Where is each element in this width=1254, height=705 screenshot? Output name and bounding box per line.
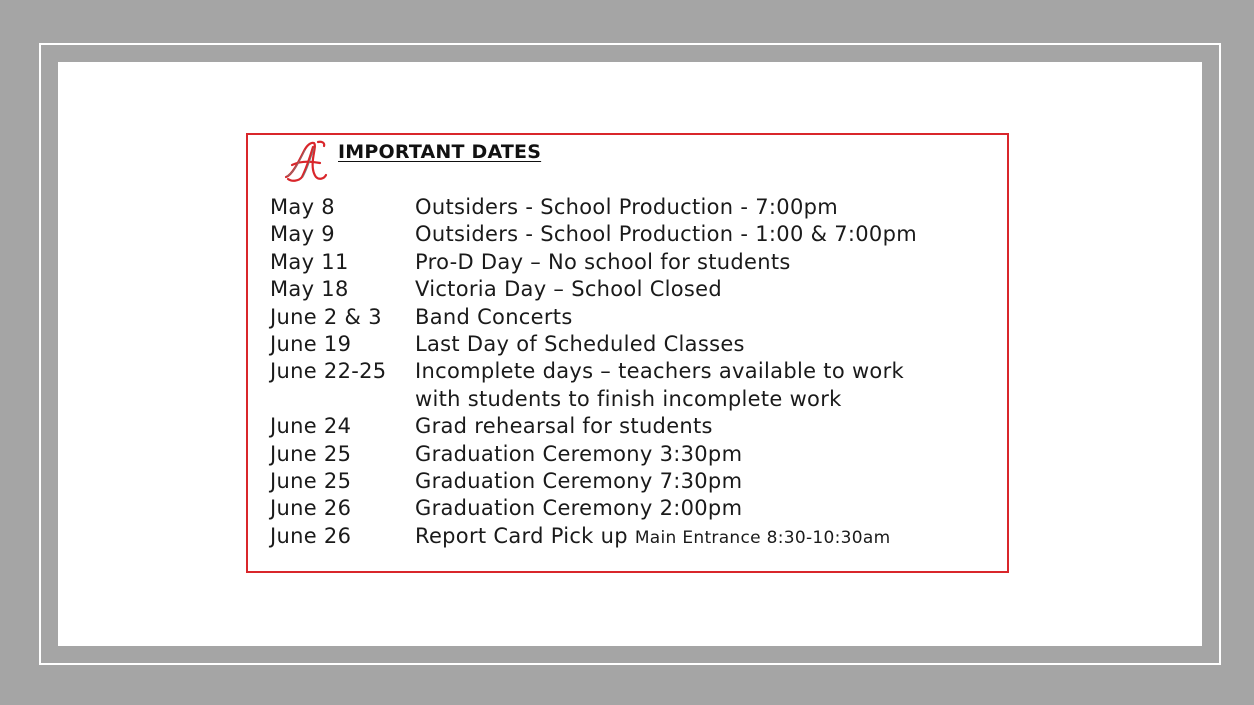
event-date: June 26 <box>270 496 352 521</box>
event-description: Pro-D Day – No school for students <box>415 249 791 274</box>
event-description: Graduation Ceremony 3:30pm <box>415 441 743 466</box>
event-date: June 25 <box>270 441 352 466</box>
event-description: Victoria Day – School Closed <box>415 277 723 302</box>
event-date: June 24 <box>270 414 352 439</box>
list-item <box>270 221 990 248</box>
slide-canvas <box>58 62 1202 646</box>
event-description: Outsiders - School Production - 7:00pm <box>415 195 838 219</box>
event-date: May 18 <box>270 277 349 302</box>
event-date: June 22-25 <box>270 359 387 384</box>
event-description: Last Day of Scheduled Classes <box>415 332 745 357</box>
event-description: Grad rehearsal for students <box>415 414 713 439</box>
event-date: May 9 <box>270 222 335 247</box>
list-item <box>270 441 990 468</box>
event-date: June 26 <box>270 523 352 548</box>
list-item <box>270 304 990 331</box>
list-item <box>270 331 990 358</box>
event-description: Graduation Ceremony 7:30pm <box>415 469 743 494</box>
list-item <box>270 249 990 276</box>
event-description: Incomplete days – teachers available to work with students to finish incomplete work <box>415 359 904 411</box>
important-dates-heading: IMPORTANT DATES <box>338 141 542 163</box>
event-date: May 8 <box>270 195 335 219</box>
date-list <box>270 194 990 552</box>
list-item <box>270 495 990 522</box>
event-note: Main Entrance 8:30-10:30am <box>634 527 891 548</box>
list-item <box>270 523 990 552</box>
list-item <box>270 413 990 440</box>
script-a-logo-icon <box>280 139 330 183</box>
list-item <box>270 194 990 221</box>
list-item <box>270 276 990 303</box>
event-date: June 2 & 3 <box>270 304 382 329</box>
list-item <box>270 468 990 495</box>
event-description: Report Card Pick up Main Entrance 8:30-10:30am <box>415 523 891 548</box>
event-description: Band Concerts <box>415 304 573 329</box>
event-date: June 25 <box>270 469 352 494</box>
important-dates-box <box>246 133 1009 573</box>
event-date: June 19 <box>270 332 352 357</box>
event-description: Outsiders - School Production - 1:00 & 7:00pm <box>415 222 917 247</box>
event-date: May 11 <box>270 249 349 274</box>
event-description: Graduation Ceremony 2:00pm <box>415 496 743 521</box>
list-item <box>270 358 990 413</box>
